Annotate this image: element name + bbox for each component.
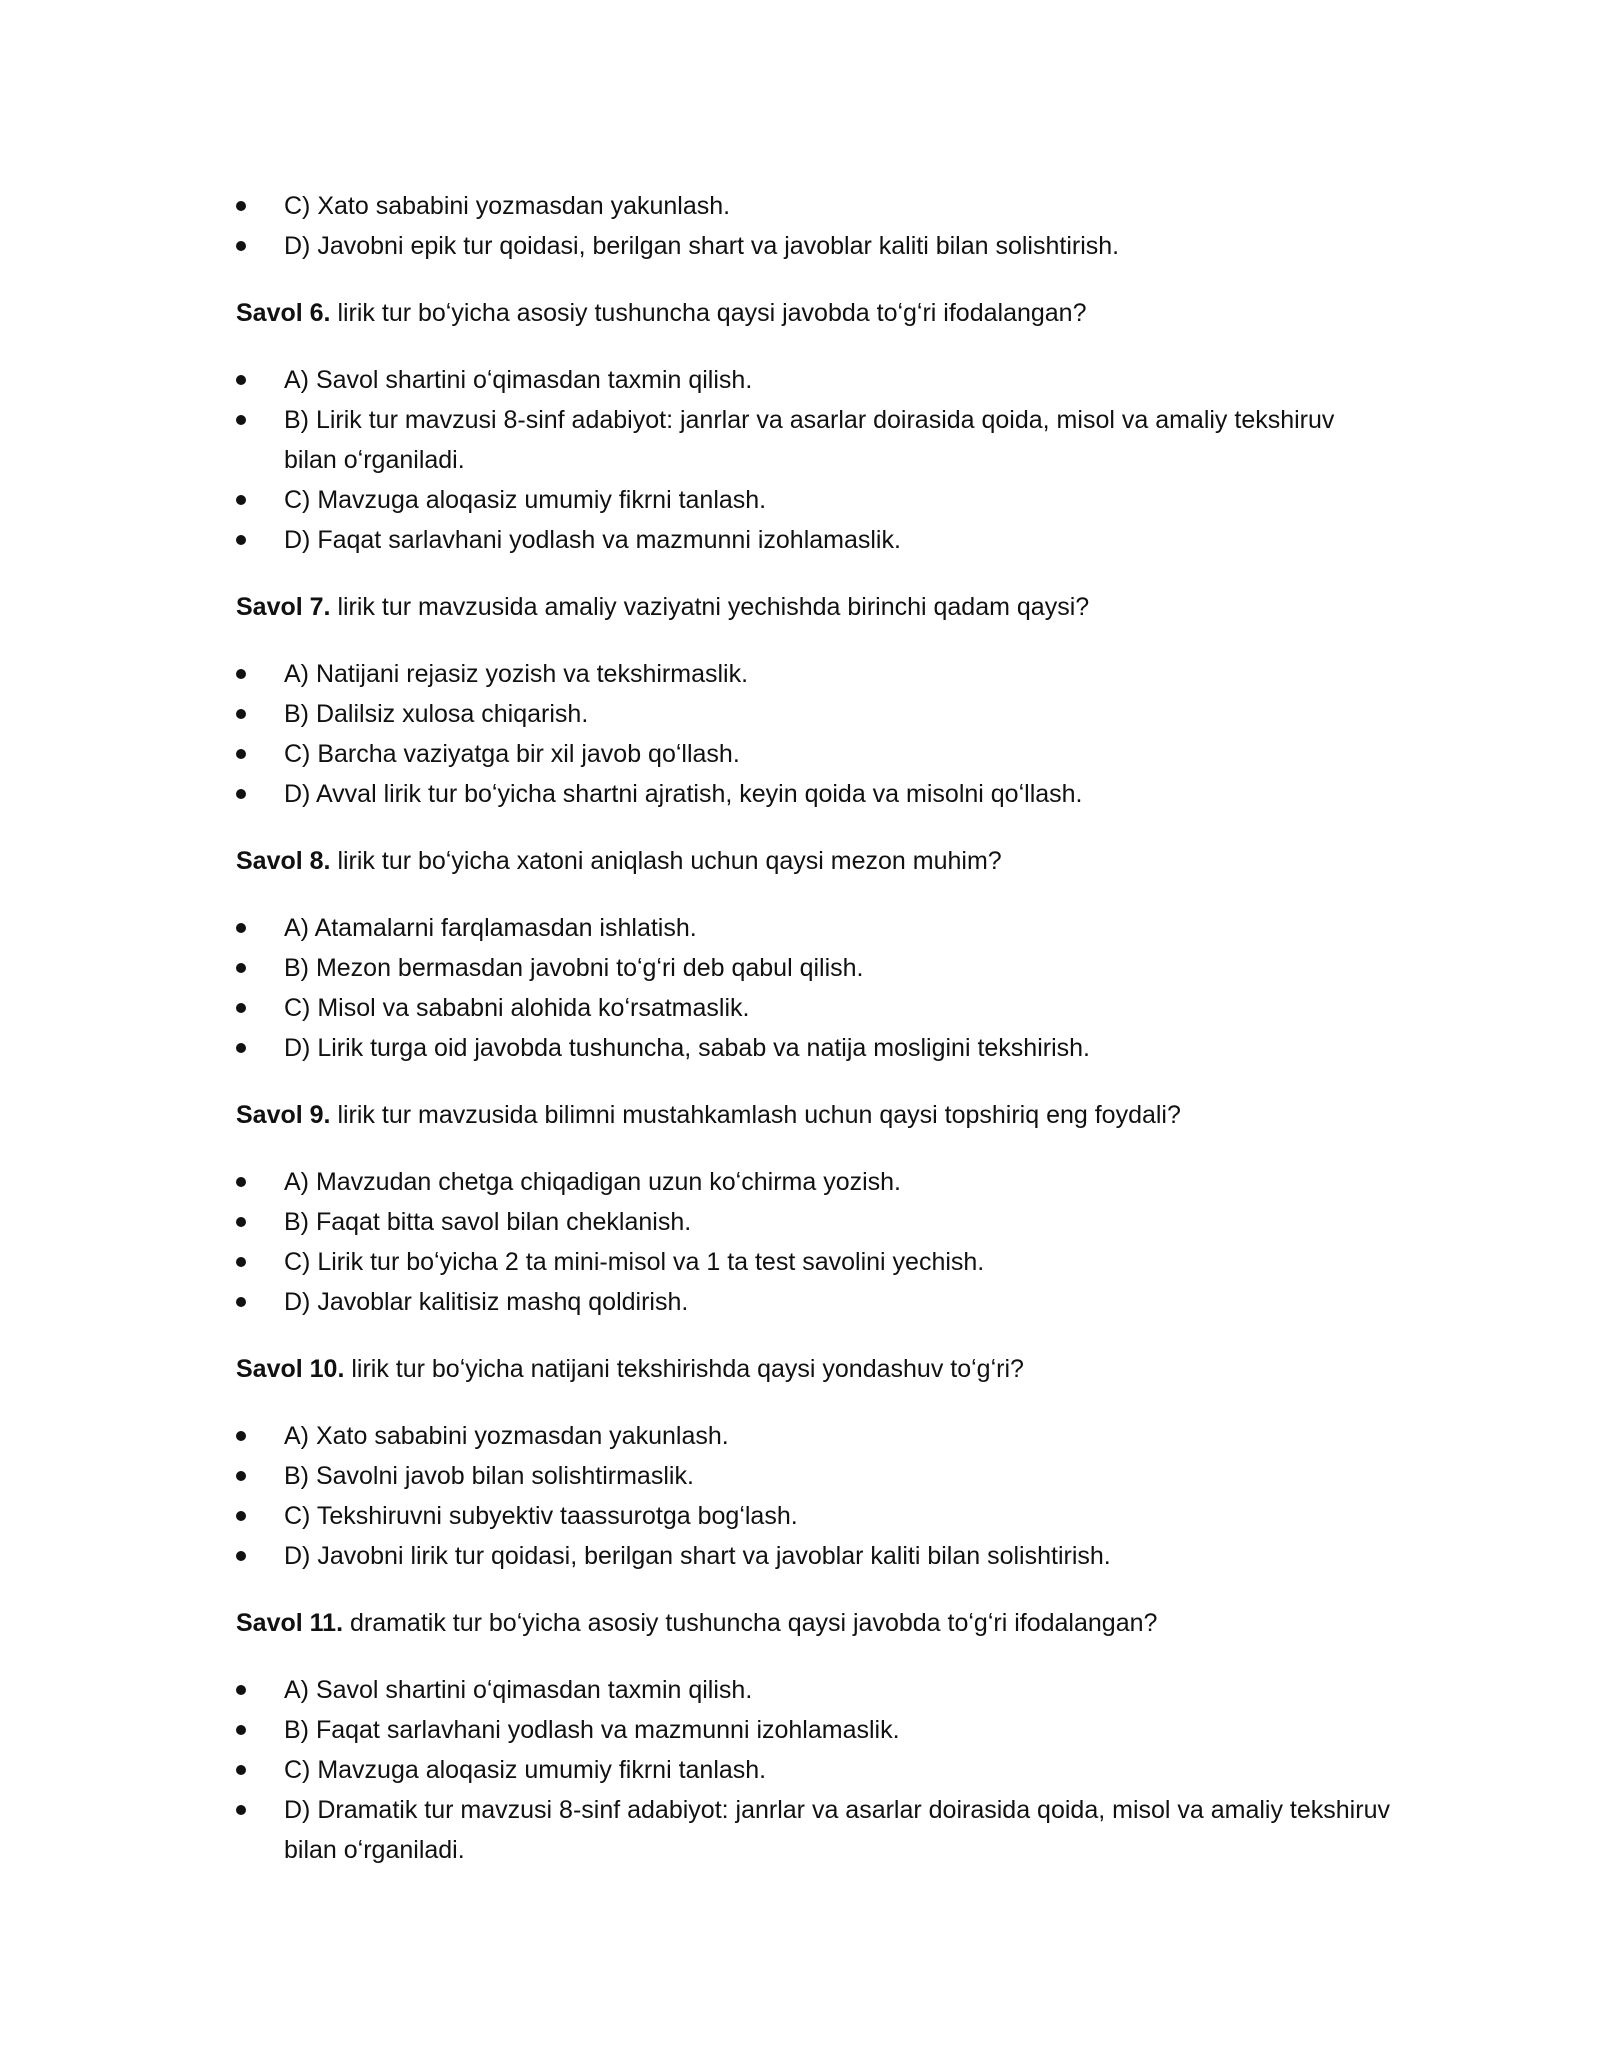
question-text: dramatik tur boʻyicha asosiy tushuncha qaysi javobda toʻgʻri ifodalangan?: [343, 1609, 1158, 1637]
answer-option: [236, 400, 1394, 480]
answer-option-text: A) Natijani rejasiz yozish va tekshirmaslik.: [284, 660, 749, 688]
bullet-icon: [236, 1177, 246, 1187]
answer-option: [236, 948, 1394, 988]
answer-option: [236, 1416, 1394, 1456]
question-number: Savol 11.: [236, 1609, 344, 1637]
bullet-icon: [236, 375, 246, 385]
answer-option-text: D) Faqat sarlavhani yodlash va mazmunni izohlamaslik.: [284, 526, 901, 554]
answer-option: [236, 734, 1394, 774]
bullet-icon: [236, 1043, 246, 1053]
answer-options-list: [236, 1416, 1400, 1576]
answer-option-text: A) Xato sababini yozmasdan yakunlash.: [284, 1422, 729, 1450]
question-number: Savol 8.: [236, 847, 331, 875]
bullet-icon: [236, 1297, 246, 1307]
answer-option-text: B) Lirik tur mavzusi 8-sinf adabiyot: janrlar va asarlar doirasida qoida, misol va amaliy tekshiruv bilan oʻrganiladi.: [284, 406, 1335, 474]
answer-option-text: D) Javoblar kalitisiz mashq qoldirish.: [284, 1288, 689, 1316]
answer-options-list: [236, 1162, 1400, 1322]
answer-option-text: B) Savolni javob bilan solishtirmaslik.: [284, 1462, 694, 1490]
answer-option-text: D) Lirik turga oid javobda tushuncha, sabab va natija mosligini tekshirish.: [284, 1034, 1090, 1062]
bullet-icon: [236, 923, 246, 933]
bullet-icon: [236, 1551, 246, 1561]
bullet-icon: [236, 241, 246, 251]
bullet-icon: [236, 201, 246, 211]
bullet-icon: [236, 709, 246, 719]
answer-option: [236, 360, 1394, 400]
question-number: Savol 6.: [236, 299, 331, 327]
question-number: Savol 7.: [236, 593, 331, 621]
bullet-icon: [236, 415, 246, 425]
answer-option-text: A) Atamalarni farqlamasdan ishlatish.: [284, 914, 697, 942]
answer-option: [236, 774, 1394, 814]
answer-option: [236, 520, 1394, 560]
answer-option: [236, 1242, 1394, 1282]
bullet-icon: [236, 963, 246, 973]
question-11: [236, 1603, 1400, 1643]
answer-option: [236, 1536, 1394, 1576]
bullet-icon: [236, 1003, 246, 1013]
question-8: [236, 841, 1400, 881]
bullet-icon: [236, 1217, 246, 1227]
answer-option-text: A) Savol shartini oʻqimasdan taxmin qilish.: [284, 366, 753, 394]
answer-option-text: B) Faqat bitta savol bilan cheklanish.: [284, 1208, 692, 1236]
answer-option: [236, 226, 1394, 266]
answer-option-text: B) Mezon bermasdan javobni toʻgʻri deb qabul qilish.: [284, 954, 864, 982]
answer-option-text: C) Barcha vaziyatga bir xil javob qoʻllash.: [284, 740, 740, 768]
answer-options-list: [236, 1670, 1400, 1870]
answer-option: [236, 1456, 1394, 1496]
bullet-icon: [236, 1431, 246, 1441]
bullet-icon: [236, 1765, 246, 1775]
answer-option: [236, 988, 1394, 1028]
answer-option: [236, 480, 1394, 520]
bullet-icon: [236, 789, 246, 799]
bullet-icon: [236, 495, 246, 505]
answer-option-text: A) Mavzudan chetga chiqadigan uzun koʻchirma yozish.: [284, 1168, 902, 1196]
answer-option-text: D) Avval lirik tur boʻyicha shartni ajratish, keyin qoida va misolni qoʻllash.: [284, 780, 1083, 808]
answer-options-list: [236, 186, 1400, 266]
answer-option: [236, 1202, 1394, 1242]
bullet-icon: [236, 1471, 246, 1481]
answer-option: [236, 1750, 1394, 1790]
answer-option: [236, 1028, 1394, 1068]
answer-option: [236, 1282, 1394, 1322]
answer-option: [236, 654, 1394, 694]
bullet-icon: [236, 1805, 246, 1815]
answer-option-text: C) Mavzuga aloqasiz umumiy fikrni tanlash.: [284, 1756, 767, 1784]
question-text: lirik tur boʻyicha asosiy tushuncha qaysi javobda toʻgʻri ifodalangan?: [330, 299, 1087, 327]
answer-option: [236, 694, 1394, 734]
bullet-icon: [236, 1257, 246, 1267]
question-6: [236, 293, 1400, 333]
answer-option-text: D) Dramatik tur mavzusi 8-sinf adabiyot: janrlar va asarlar doirasida qoida, misol va amaliy tekshiruv bilan oʻrganiladi.: [284, 1796, 1390, 1864]
answer-option: [236, 1670, 1394, 1710]
bullet-icon: [236, 669, 246, 679]
answer-option: [236, 908, 1394, 948]
answer-option-text: C) Misol va sababni alohida koʻrsatmaslik.: [284, 994, 750, 1022]
question-text: lirik tur mavzusida amaliy vaziyatni yechishda birinchi qadam qaysi?: [330, 593, 1090, 621]
bullet-icon: [236, 1511, 246, 1521]
answer-option-text: D) Javobni epik tur qoidasi, berilgan shart va javoblar kaliti bilan solishtirish.: [284, 232, 1120, 260]
answer-option-text: A) Savol shartini oʻqimasdan taxmin qilish.: [284, 1676, 753, 1704]
answer-option-text: D) Javobni lirik tur qoidasi, berilgan shart va javoblar kaliti bilan solishtirish.: [284, 1542, 1111, 1570]
bullet-icon: [236, 1725, 246, 1735]
question-text: lirik tur boʻyicha natijani tekshirishda qaysi yondashuv toʻgʻri?: [344, 1355, 1024, 1383]
question-number: Savol 10.: [236, 1355, 345, 1383]
answer-option-text: B) Dalilsiz xulosa chiqarish.: [284, 700, 589, 728]
answer-option-text: C) Xato sababini yozmasdan yakunlash.: [284, 192, 731, 220]
answer-options-list: [236, 360, 1400, 560]
bullet-icon: [236, 1685, 246, 1695]
question-text: lirik tur boʻyicha xatoni aniqlash uchun qaysi mezon muhim?: [330, 847, 1002, 875]
bullet-icon: [236, 535, 246, 545]
question-number: Savol 9.: [236, 1101, 331, 1129]
answer-option: [236, 1790, 1394, 1870]
question-7: [236, 587, 1400, 627]
answer-option: [236, 1496, 1394, 1536]
answer-option: [236, 1710, 1394, 1750]
answer-option: [236, 186, 1394, 226]
answer-option-text: C) Mavzuga aloqasiz umumiy fikrni tanlash.: [284, 486, 767, 514]
answer-option-text: C) Lirik tur boʻyicha 2 ta mini-misol va 1 ta test savolini yechish.: [284, 1248, 985, 1276]
answer-options-list: [236, 908, 1400, 1068]
question-text: lirik tur mavzusida bilimni mustahkamlash uchun qaysi topshiriq eng foydali?: [330, 1101, 1181, 1129]
answer-options-list: [236, 654, 1400, 814]
answer-option: [236, 1162, 1394, 1202]
question-10: [236, 1349, 1400, 1389]
bullet-icon: [236, 749, 246, 759]
answer-option-text: B) Faqat sarlavhani yodlash va mazmunni izohlamaslik.: [284, 1716, 900, 1744]
answer-option-text: C) Tekshiruvni subyektiv taassurotga bogʻlash.: [284, 1502, 798, 1530]
question-9: [236, 1095, 1400, 1135]
